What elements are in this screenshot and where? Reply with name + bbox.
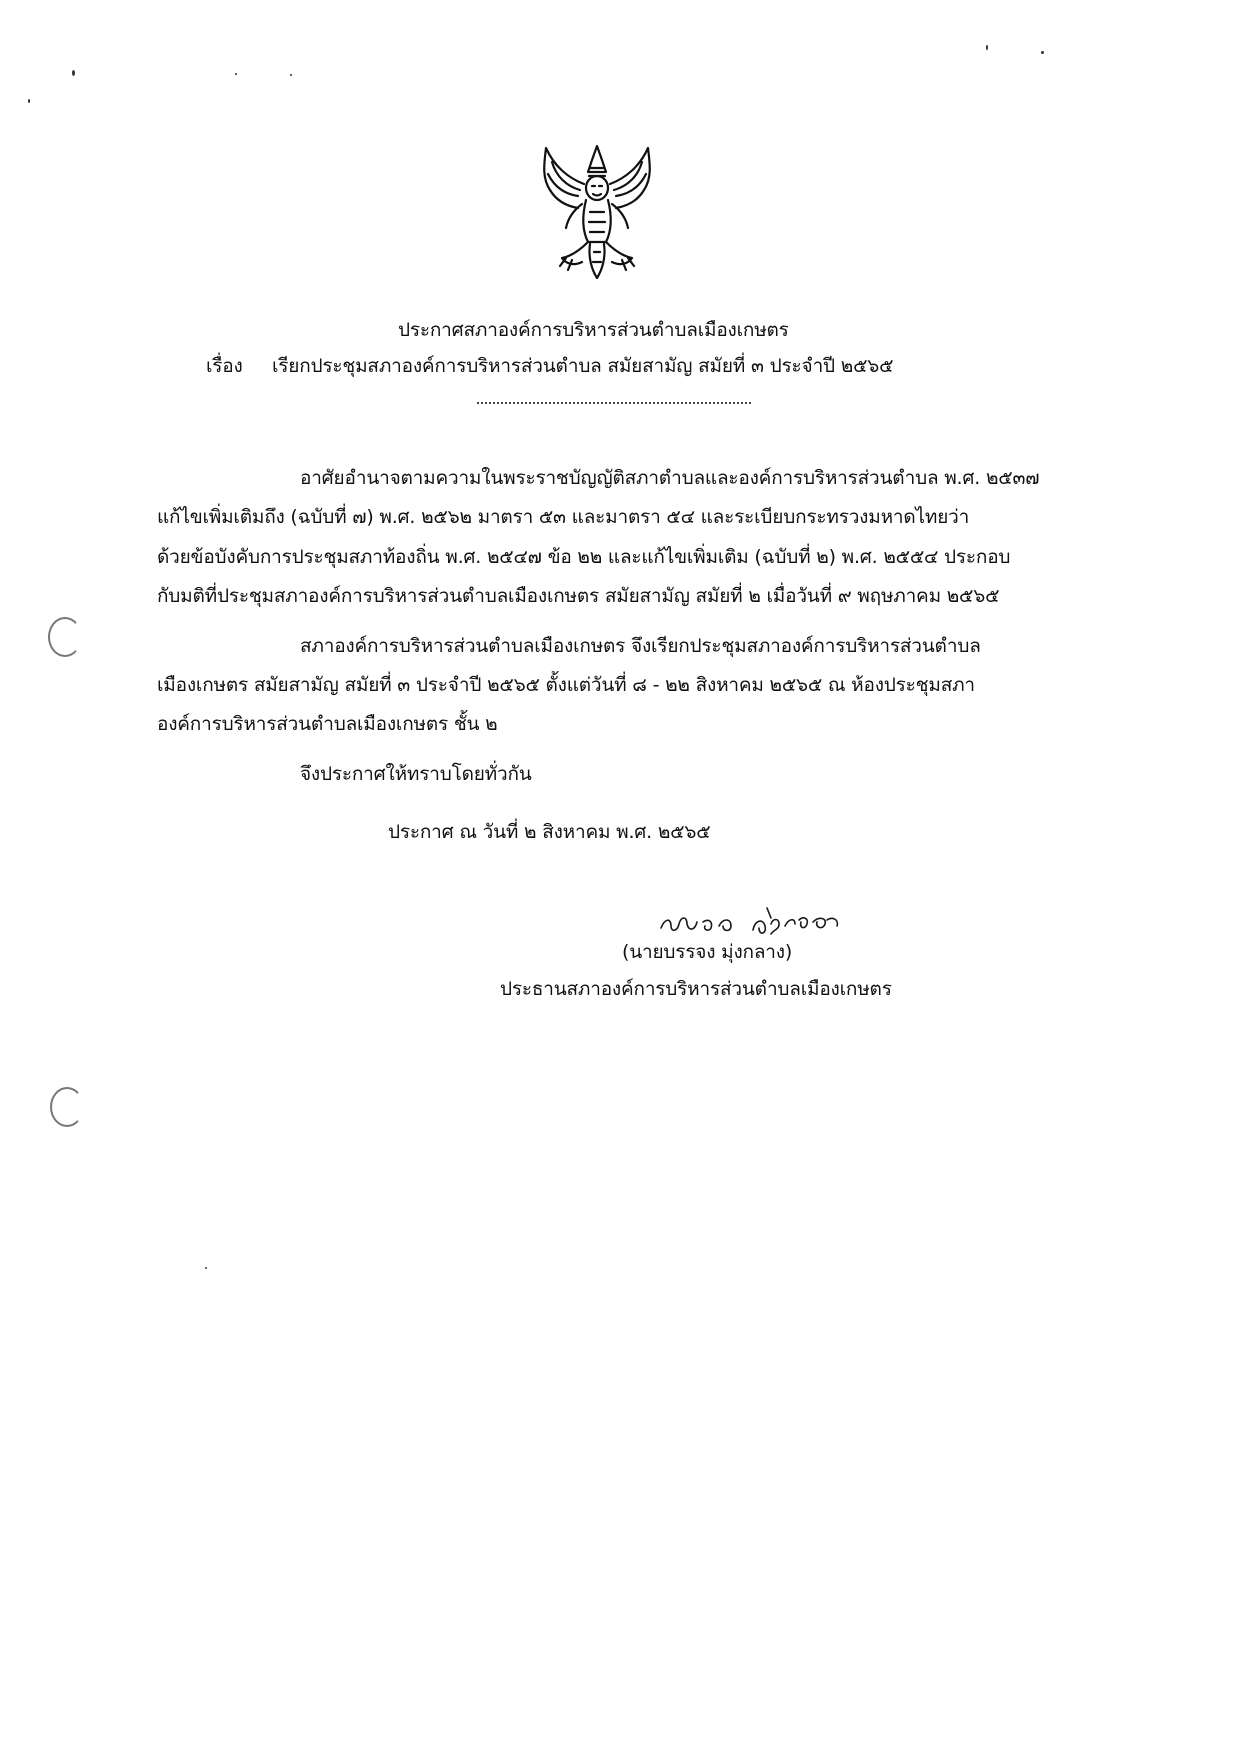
- paragraph-2-line: เมืองเกษตร สมัยสามัญ สมัยที่ ๓ ประจำปี ๒๕๖๕ ตั้งแต่วันที่ ๘ - ๒๒ สิงหาคม ๒๕๖๕ ณ ห้องประชุมสภา: [157, 674, 975, 696]
- punch-hole-mark: [50, 1087, 84, 1127]
- scan-speck: [290, 74, 292, 76]
- scan-speck: [72, 70, 75, 76]
- signatory-name: (นายบรรจง มุ่งกลาง): [622, 941, 793, 963]
- scan-speck: [1041, 51, 1044, 54]
- paragraph-1-line: แก้ไขเพิ่มเติมถึง (ฉบับที่ ๗) พ.ศ. ๒๕๖๒ มาตรา ๕๓ และมาตรา ๕๔ และระเบียบกระทรวงมหาดไทยว่า: [157, 506, 970, 528]
- paragraph-1-line: ด้วยข้อบังคับการประชุมสภาท้องถิ่น พ.ศ. ๒๕๔๗ ข้อ ๒๒ และแก้ไขเพิ่มเติม (ฉบับที่ ๒) พ.ศ. ๒๕๕๔ ประกอบ: [157, 546, 1011, 568]
- paragraph-2-line: สภาองค์การบริหารส่วนตำบลเมืองเกษตร จึงเรียกประชุมสภาองค์การบริหารส่วนตำบล: [300, 635, 981, 657]
- handwritten-signature: [655, 894, 905, 942]
- signatory-position: ประธานสภาองค์การบริหารส่วนตำบลเมืองเกษตร: [500, 978, 892, 1000]
- punch-hole-mark: [48, 617, 82, 657]
- subject-label: เรื่อง: [206, 355, 243, 377]
- announcement-date: ประกาศ ณ วันที่ ๒ สิงหาคม พ.ศ. ๒๕๖๕: [388, 821, 711, 843]
- closing-statement: จึงประกาศให้ทราบโดยทั่วกัน: [300, 763, 532, 785]
- paragraph-1-line: กับมติที่ประชุมสภาองค์การบริหารส่วนตำบลเมืองเกษตร สมัยสามัญ สมัยที่ ๒ เมื่อวันที่ ๙ พฤษภาคม ๒๕๖๕: [157, 585, 1000, 607]
- heading-divider: [477, 402, 751, 404]
- scan-speck: [205, 1267, 207, 1269]
- paragraph-1-line: อาศัยอำนาจตามความในพระราชบัญญัติสภาตำบลและองค์การบริหารส่วนตำบล พ.ศ. ๒๕๓๗: [300, 467, 1040, 489]
- garuda-emblem-icon: [532, 138, 662, 288]
- subject-text: เรียกประชุมสภาองค์การบริหารส่วนตำบล สมัยสามัญ สมัยที่ ๓ ประจำปี ๒๕๖๕: [272, 355, 894, 377]
- scan-speck: [28, 99, 30, 103]
- scan-speck: [986, 45, 988, 50]
- announcement-title: ประกาศสภาองค์การบริหารส่วนตำบลเมืองเกษตร: [398, 319, 789, 341]
- scan-speck: [235, 73, 237, 75]
- paragraph-2-line: องค์การบริหารส่วนตำบลเมืองเกษตร ชั้น ๒: [157, 713, 498, 735]
